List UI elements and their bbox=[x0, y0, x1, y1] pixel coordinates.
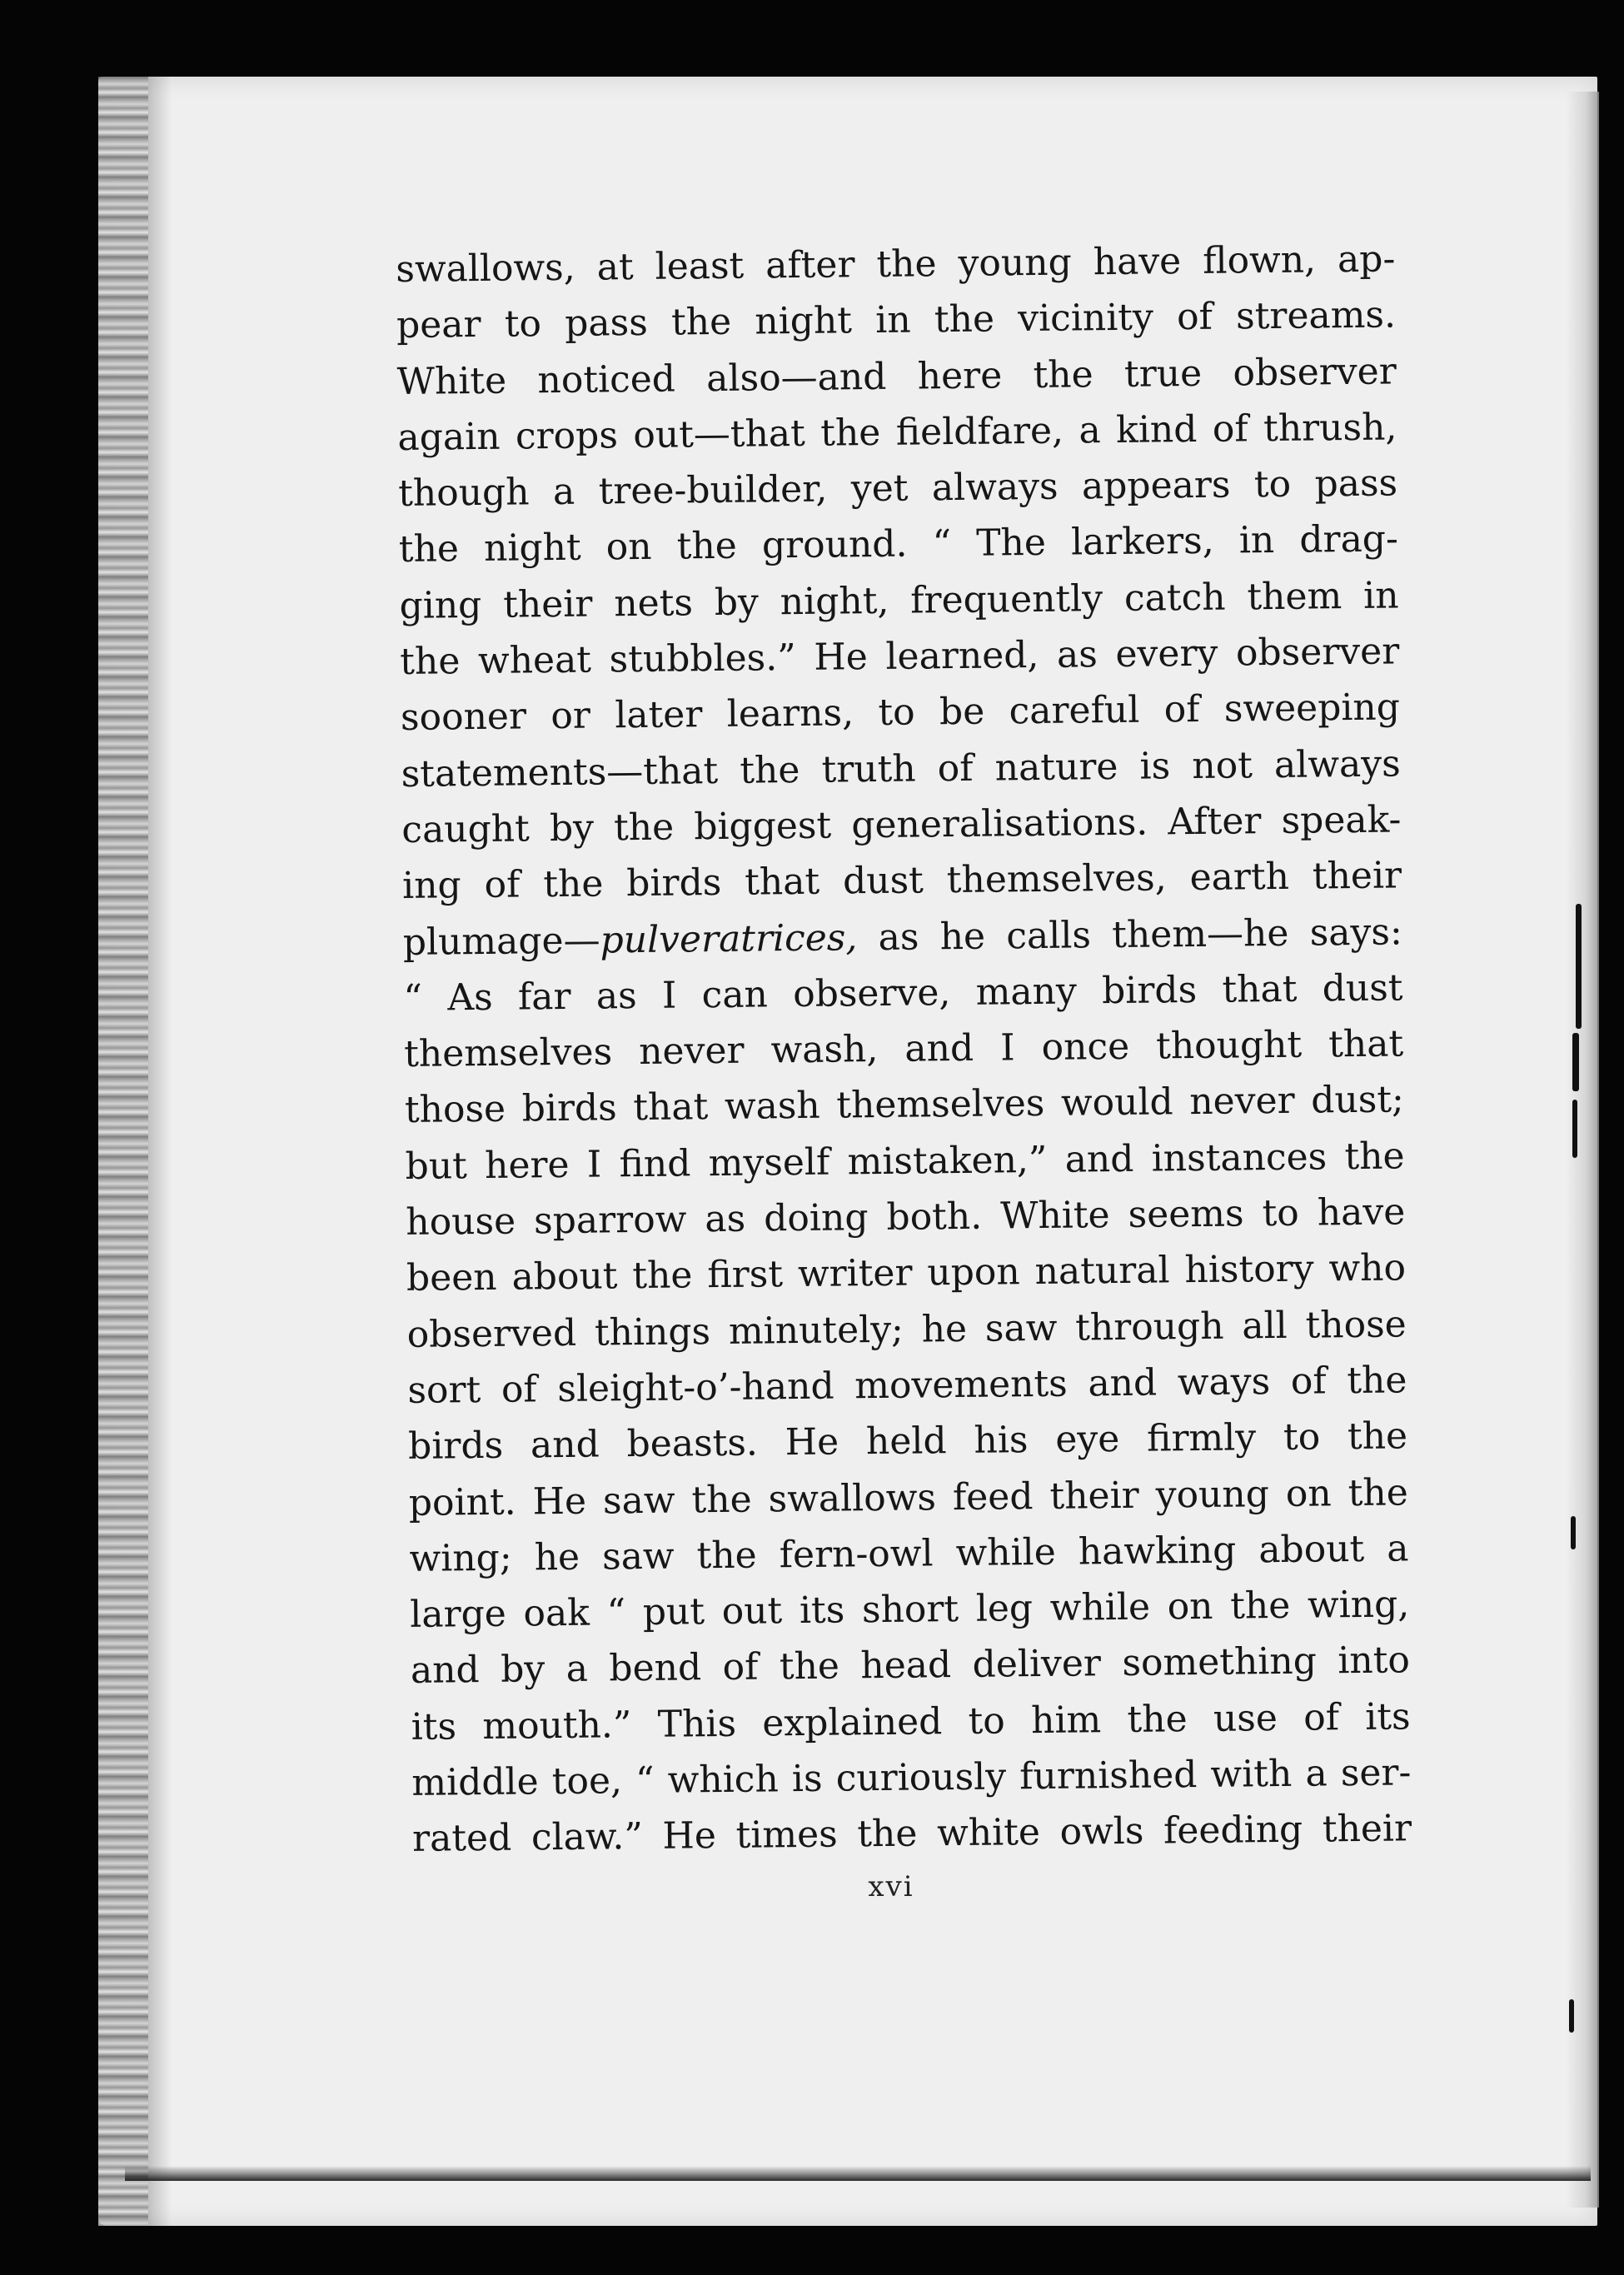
text-line: “ As far as I can observe, many birds that dust bbox=[403, 966, 1403, 1020]
text-line: statements—that the truth of nature is not always bbox=[401, 742, 1401, 796]
text-line: large oak “ put out its short leg while on the wing, bbox=[409, 1583, 1410, 1637]
text-line: though a tree-builder, yet always appears to pass bbox=[397, 461, 1398, 516]
text-line: been about the first writer upon natural history who bbox=[406, 1246, 1407, 1300]
scan-artifact-mark bbox=[1569, 1999, 1574, 2033]
page-number: xvi bbox=[868, 1870, 914, 1903]
text-line: the wheat stubbles.” He learned, as every observer bbox=[400, 630, 1400, 684]
text-line: middle toe, “ which is curiously furnished with a ser- bbox=[411, 1751, 1412, 1804]
text-line: White noticed also—and here the true observer bbox=[396, 350, 1397, 403]
text-line: themselves never wash, and I once thought that bbox=[403, 1022, 1404, 1076]
text-line: ing of the birds that dust themselves, earth their bbox=[401, 854, 1402, 908]
scan-artifact-mark bbox=[1576, 904, 1582, 1029]
text-line: but here I find myself mistaken,” and instances the bbox=[405, 1135, 1405, 1188]
book-binding-edge bbox=[98, 77, 148, 2226]
text-line: swallows, at least after the young have flown, ap- bbox=[396, 237, 1396, 291]
text-line: point. He saw the swallows feed their young on the bbox=[408, 1470, 1409, 1524]
text-line: ging their nets by night, frequently catch them in bbox=[399, 574, 1399, 627]
text-line: its mouth.” This explained to him the use of its bbox=[411, 1695, 1411, 1749]
text-line: pear to pass the night in the vicinity of streams. bbox=[396, 293, 1397, 347]
italic-term: pulveratrices, bbox=[600, 915, 858, 962]
text-line: house sparrow as doing both. White seems to have bbox=[406, 1190, 1406, 1244]
page-right-edge bbox=[1566, 92, 1599, 2208]
page-bottom-edge bbox=[125, 2166, 1591, 2181]
text-line bbox=[402, 904, 1402, 970]
text-line: the night on the ground. “ The larkers, in drag- bbox=[398, 517, 1399, 571]
text-line: and by a bend of the head deliver something into bbox=[410, 1639, 1411, 1693]
text-line: sort of sleight-o’-hand movements and ways of the bbox=[407, 1359, 1407, 1412]
text-line: those birds that wash themselves would never dust; bbox=[404, 1078, 1405, 1132]
text-line: rated claw.” He times the white owls feeding their bbox=[411, 1807, 1412, 1861]
text-line: caught by the biggest generalisations. After speak- bbox=[401, 798, 1402, 851]
scan-artifact-mark bbox=[1572, 1033, 1579, 1091]
text-line: observed things minutely; he saw through all those bbox=[406, 1303, 1407, 1356]
scan-artifact-mark bbox=[1571, 1516, 1576, 1549]
body-text bbox=[396, 231, 1412, 1867]
text-line: wing; he saw the fern-owl while hawking about a bbox=[409, 1527, 1409, 1580]
text-line: sooner or later learns, to be careful of sweeping bbox=[400, 686, 1401, 740]
text-line: again crops out—that the fieldfare, a kind of thrush, bbox=[397, 406, 1397, 459]
text-segment: as he calls them—he says: bbox=[857, 910, 1403, 959]
text-line: birds and beasts. He held his eye firmly to the bbox=[407, 1414, 1408, 1469]
text-segment: plumage— bbox=[402, 919, 600, 964]
scan-artifact-mark bbox=[1572, 1100, 1577, 1158]
